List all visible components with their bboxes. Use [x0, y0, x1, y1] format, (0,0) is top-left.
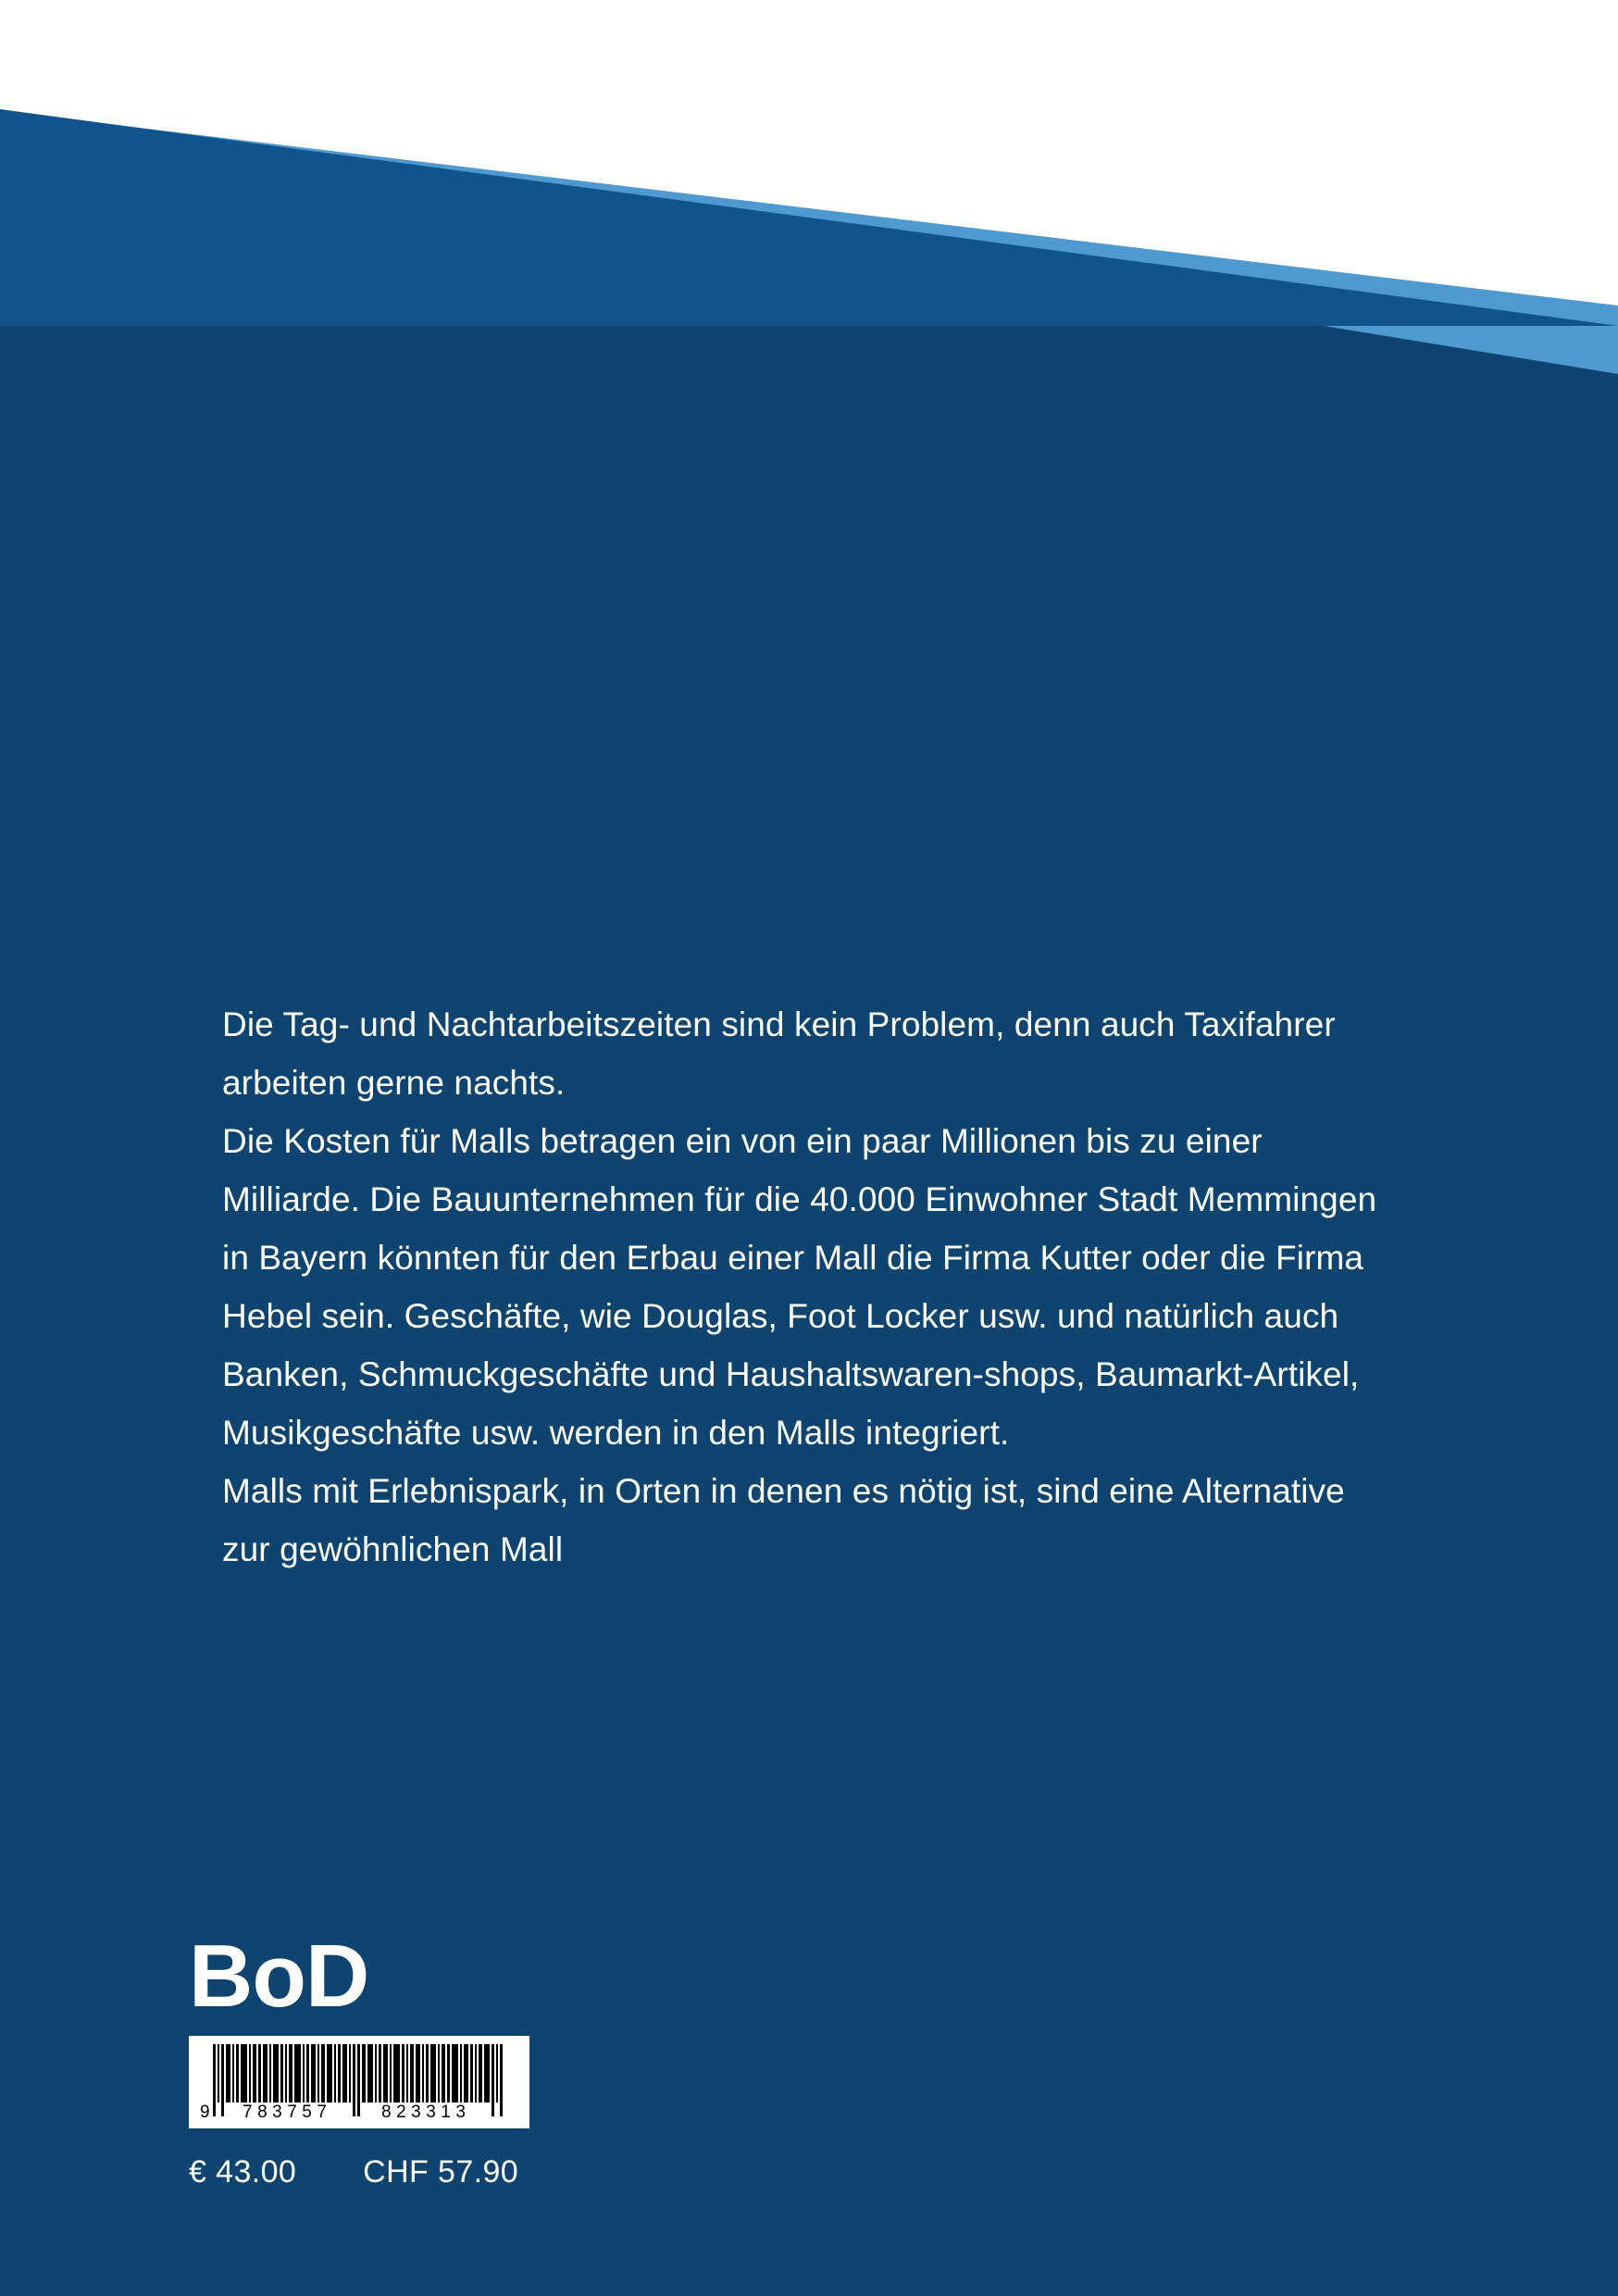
blurb-paragraph-1: Die Tag- und Nachtarbeitszeiten sind kein Problem, denn auch Taxifahrer arbeiten gerne nachts. [222, 1005, 1336, 1102]
blurb-paragraph-3: Malls mit Erlebnispark, in Orten in denen es nötig ist, sind eine Alternative zur gewöhnlichen Mall [222, 1472, 1345, 1568]
barcode-digit-prefix: 9 [200, 2103, 211, 2122]
back-cover-blurb [222, 995, 1388, 1578]
barcode-digit-group-1: 783757 [243, 2103, 332, 2122]
price-eur: € 43.00 [189, 2154, 297, 2190]
barcode-digit-group-2: 823313 [381, 2103, 471, 2122]
top-triangle-shape [0, 0, 1618, 370]
barcode-bars [213, 2044, 511, 2103]
blurb-paragraph-2: Die Kosten für Malls betragen ein von ein paar Millionen bis zu einer Milliarde. Die Bauunternehmen für die 40.000 Einwohner Stadt Memmingen in Bayern könnten für den Erbau einer Mall die Firma Kutter oder die Firma Hebel sein. Geschäfte, wie Douglas, Foot Locker usw. und natürlich auch Banken, Schmuckgeschäfte und Haushaltswaren-shops, Baumarkt-Artikel, Musikgeschäfte usw. werden in den Malls integriert. [222, 1122, 1377, 1452]
isbn-barcode [189, 2036, 529, 2128]
publisher-block [189, 1927, 578, 2190]
price-chf: CHF 57.90 [363, 2154, 519, 2190]
price-line [189, 2154, 578, 2190]
bod-publisher-logo: BoD [189, 1927, 369, 2026]
